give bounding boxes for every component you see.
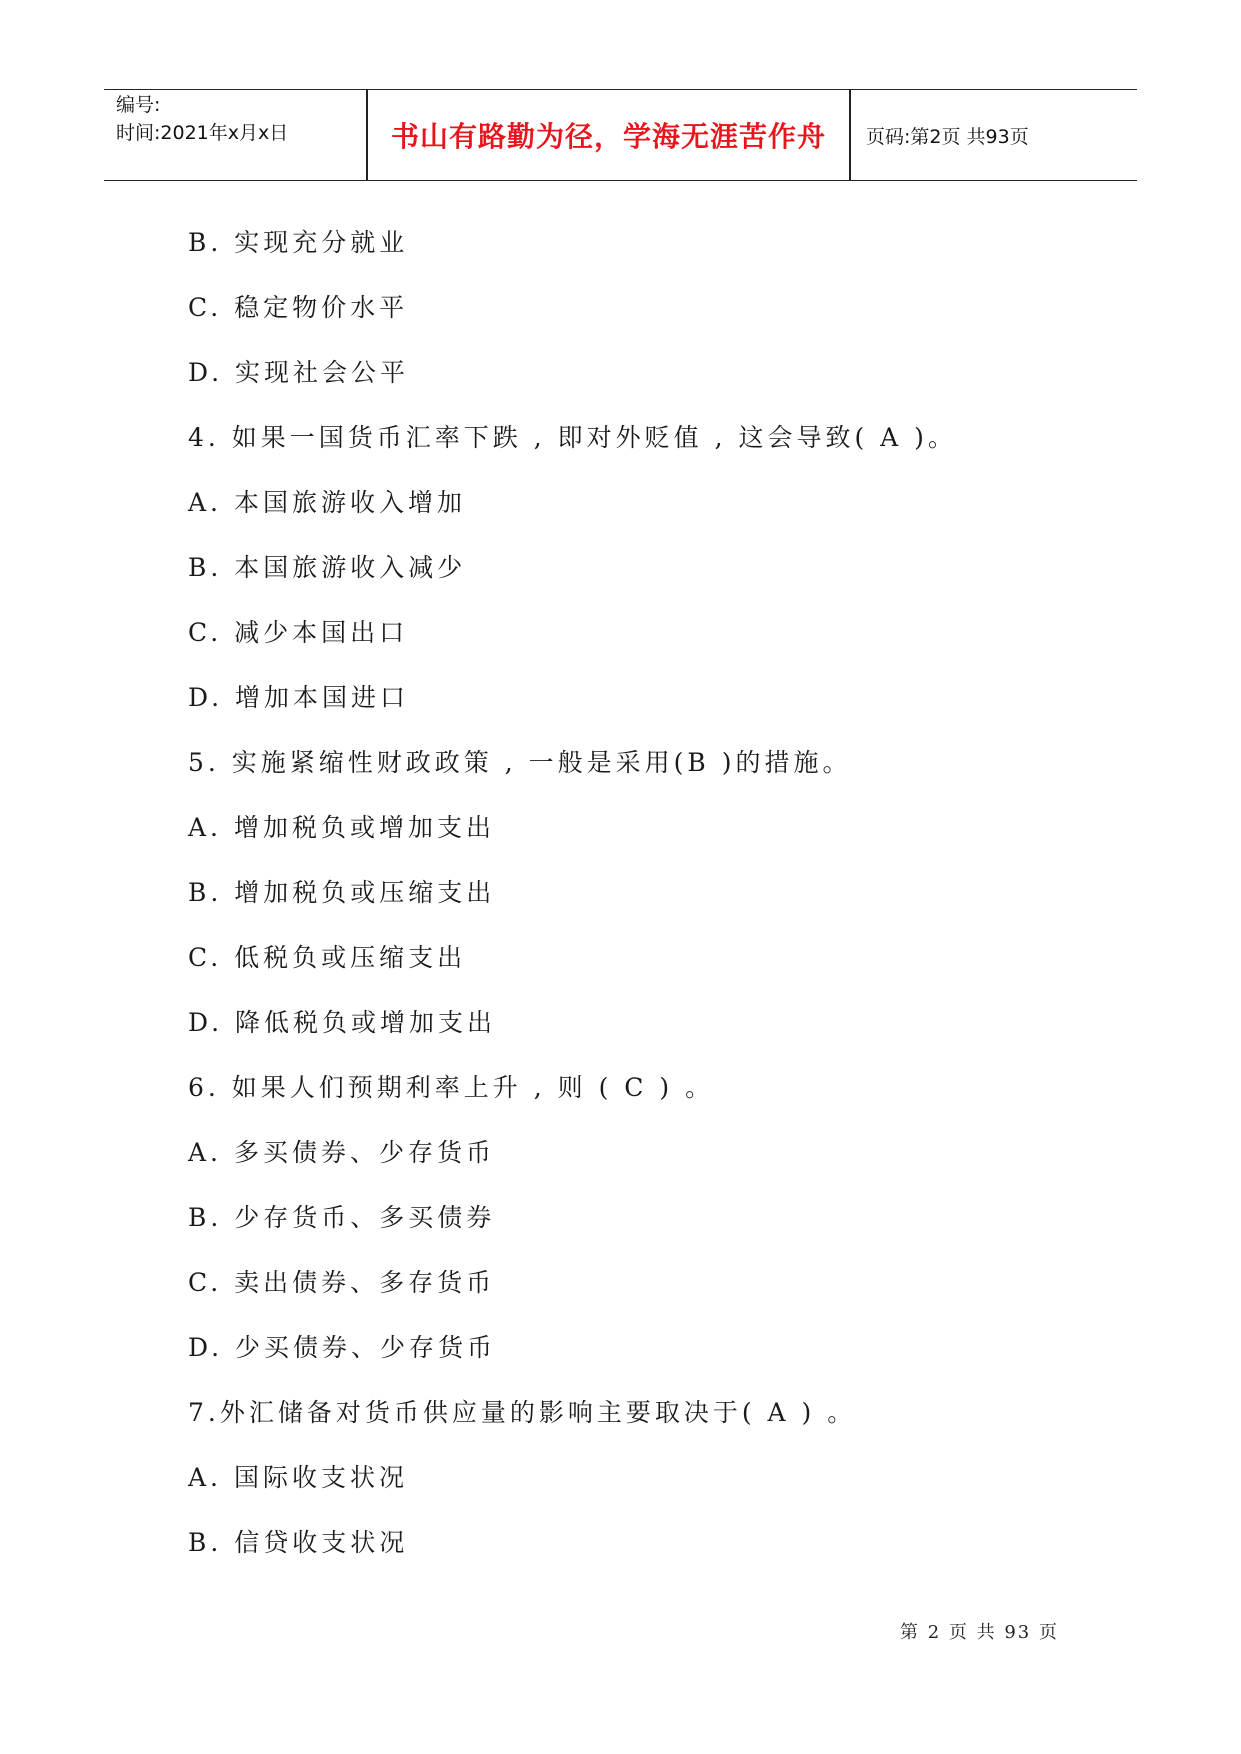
header-divider bbox=[849, 90, 851, 180]
option-line: B. 增加税负或压缩支出 bbox=[188, 878, 496, 907]
option-line: C. 低税负或压缩支出 bbox=[188, 943, 467, 972]
question-line: 6. 如果人们预期利率上升 , 则 ( C ) 。 bbox=[188, 1073, 715, 1102]
option-line: B. 少存货币、多买债券 bbox=[188, 1203, 496, 1232]
option-line: D. 少买债券、少存货币 bbox=[188, 1333, 497, 1362]
option-line: D. 降低税负或增加支出 bbox=[188, 1008, 497, 1037]
option-line: A. 国际收支状况 bbox=[188, 1463, 408, 1492]
option-line: B. 信贷收支状况 bbox=[188, 1528, 409, 1557]
header-page-number: 页码:第2页 共93页 bbox=[866, 125, 1029, 148]
option-line: C. 减少本国出口 bbox=[188, 618, 409, 647]
option-line: B. 实现充分就业 bbox=[188, 228, 409, 257]
option-line: D. 增加本国进口 bbox=[188, 683, 410, 712]
header-meta bbox=[116, 90, 356, 180]
option-line: A. 本国旅游收入增加 bbox=[188, 488, 466, 517]
option-line: A. 增加税负或增加支出 bbox=[188, 813, 495, 842]
document-number-label: 编号: bbox=[116, 94, 161, 116]
option-line: C. 卖出债券、多存货币 bbox=[188, 1268, 496, 1297]
question-content bbox=[188, 220, 1088, 1585]
question-line: 4. 如果一国货币汇率下跌 , 即对外贬值 , 这会导致( A )。 bbox=[188, 423, 957, 452]
option-line: C. 稳定物价水平 bbox=[188, 293, 409, 322]
option-line: B. 本国旅游收入减少 bbox=[188, 553, 467, 582]
header-motto: 书山有路勤为径，学海无涯苦作舟 bbox=[390, 120, 826, 153]
option-line: A. 多买债券、少存货币 bbox=[188, 1138, 495, 1167]
footer-page-number: 第 2 页 共 93 页 bbox=[900, 1622, 1059, 1643]
document-time-label: 时间:2021年x月x日 bbox=[116, 122, 289, 144]
page-header bbox=[104, 89, 1137, 181]
question-line: 7.外汇储备对货币供应量的影响主要取决于( A ) 。 bbox=[188, 1398, 857, 1427]
question-line: 5. 实施紧缩性财政政策 , 一般是采用(B )的措施。 bbox=[188, 748, 852, 777]
option-line: D. 实现社会公平 bbox=[188, 358, 410, 387]
